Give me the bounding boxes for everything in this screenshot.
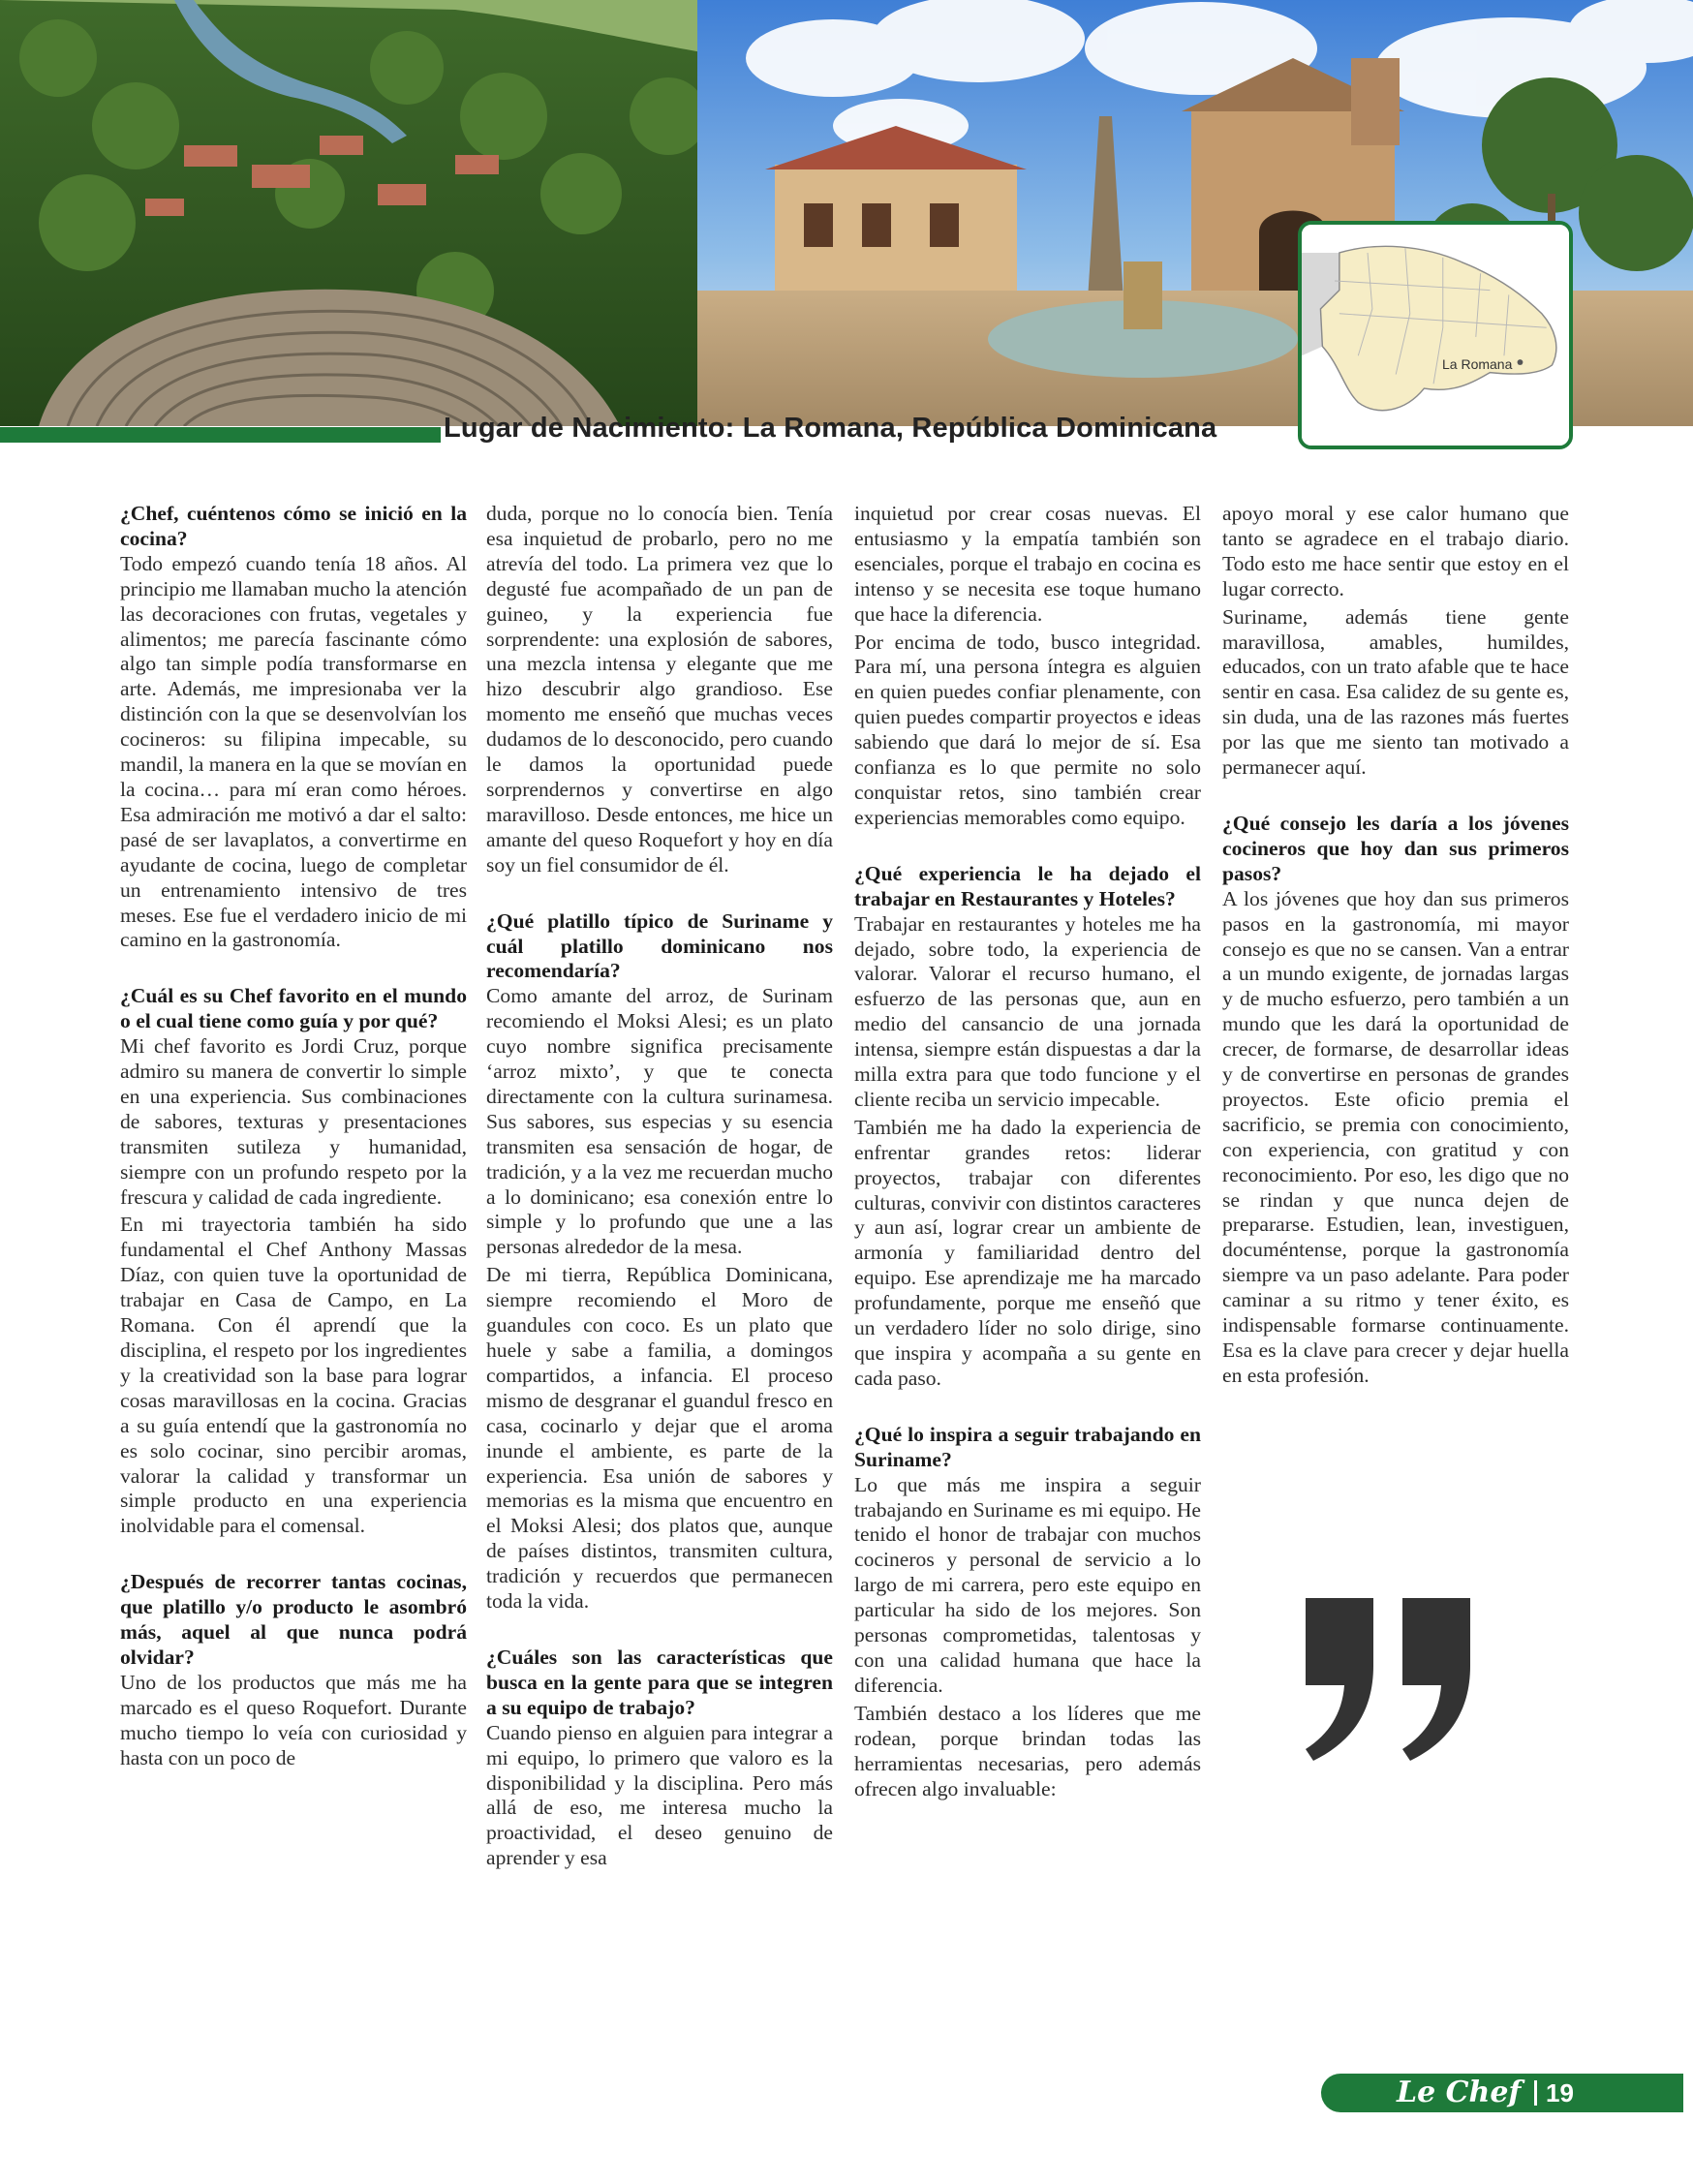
article-column-1 [120,502,467,1774]
birthplace-caption: Lugar de Nacimiento: La Romana, República Dominicana [444,413,1217,444]
interview-question: ¿Cuáles son las características que busca en la gente para que se integren a su equipo de trabajo? [486,1645,833,1719]
article-column-3 [854,502,1201,1804]
answer-paragraph: apoyo moral y ese calor humano que tanto se agradece en el trabajo diario. Todo esto me hace sentir que estoy en el lugar correcto. [1222,502,1569,600]
answer-paragraph: También destaco a los líderes que me rodean, porque brindan todas las herramientas necesarias, pero además ofrecen algo invaluable: [854,1701,1201,1800]
dominican-republic-map [1298,221,1573,449]
answer-paragraph: duda, porque no lo conocía bien. Tenía esa inquietud de probarlo, pero no me atrevía del todo. La primera vez que lo degusté fue acompañado de un pan de guineo, y la experiencia fue sorprendente: una explosión de sabores, una mezcla intensa y elegante que me hizo descubrir algo grandioso. Ese momento me enseñó que muchas veces dudamos de lo desconocido, pero cuando le damos la oportunidad puede sorprendernos y convertirse en algo maravilloso. Desde entonces, me hice un amante del queso Roquefort y hoy en día soy un fiel consumidor de él. [486,502,833,877]
caption-accent-bar [0,427,441,443]
answer-paragraph: Uno de los productos que más me ha marcado es el queso Roquefort. Durante mucho tiempo lo veía con curiosidad y hasta con un poco de [120,1670,467,1769]
interview-question: ¿Qué lo inspira a seguir trabajando en Suriname? [854,1422,1201,1471]
answer-paragraph: En mi trayectoria también ha sido fundamental el Chef Anthony Massas Díaz, con quien tuve la oportunidad de trabajar en Casa de Campo, en La Romana. Con él aprendí que la disciplina, el respeto por los ingredientes y la creatividad son la base para lograr cosas maravillosas en la cocina. Gracias a su guía entendí que la gastronomía no es solo cocinar, sino percibir aromas, valorar la calidad y transformar un simple producto en una experiencia inolvidable para el comensal. [120,1213,467,1538]
answer-paragraph: A los jóvenes que hoy dan sus primeros pasos en la gastronomía, mi mayor consejo es que no se cansen. Van a entrar a un mundo exigente, de jornadas largas y de mucho esfuerzo, pero también a un mundo que les dará la oportunidad de crecer, de formarse, de desarrollar ideas y de convertirse en personas de grandes proyectos. Este oficio premia el sacrificio, se premia con conocimiento, con experiencia, con gratitud y con reconocimiento. Por eso, les digo que no se rindan y que nunca dejen de prepararse. Estudien, lean, investiguen, documéntense, porque la gastronomía siempre va un paso adelante. Para poder caminar a su ritmo y tener éxito, es indispensable formarse continuamente. Esa es la clave para crecer y dejar huella en esta profesión. [1222,886,1569,1387]
answer-paragraph: Mi chef favorito es Jordi Cruz, porque admiro su manera de convertir lo simple en una experiencia. Sus combinaciones de sabores, texturas y presentaciones transmiten sutileza y humanidad, siempre con un profundo respeto por la frescura y calidad de cada ingrediente. [120,1034,467,1209]
answer-paragraph: Trabajar en restaurantes y hoteles me ha dejado, sobre todo, la experiencia de valorar. Valorar el recurso humano, el esfuerzo de las personas que, aun en medio del cansancio de una jornada intensa, siempre están dispuestas a dar la milla extra para que todo funcione y el cliente reciba un servicio impecable. [854,911,1201,1111]
answer-paragraph: Todo empezó cuando tenía 18 años. Al principio me llamaban mucho la atención las decoraciones con frutas, vegetales y alimentos; me parecía fascinante cómo algo tan simple podía transformarse en arte. Además, me impresionaba ver la distinción con la que se desenvolvían los cocineros: su filipina impecable, su mandil, la manera en la que se movían en la cocina… para mí eran como héroes. Esa admiración me motivó a dar el salto: pasé de ser lavaplatos, a convertirme en ayudante de cocina, luego de completar un entrenamiento intensivo de tres meses. Ese fue el verdadero inicio de mi camino en la gastronomía. [120,551,467,952]
magazine-brand: Le Chef [1397,2076,1522,2109]
interview-question: ¿Qué consejo les daría a los jóvenes cocineros que hoy dan sus primeros pasos? [1222,811,1569,885]
answer-paragraph: De mi tierra, República Dominicana, siempre recomiendo el Moro de guandules con coco. Es un plato que huele y sabe a familia, a domingos compartidos, a infancia. El proceso mismo de desgranar el guandul fresco en casa, cocinarlo y dejar que el aroma inunde el ambiente, es parte de la experiencia. Esa unión de sabores y memorias es la misma que encuentro en el Moksi Alesi; dos platos que, aunque de países distintos, transmiten cultura, tradición y recuerdos que permanecen toda la vida. [486,1263,833,1614]
interview-question: ¿Después de recorrer tantas cocinas, que platillo y/o producto le asombró más, aquel al que nunca podrá olvidar? [120,1570,467,1669]
closing-quote-icon [1296,1588,1480,1763]
answer-paragraph: Cuando pienso en alguien para integrar a mi equipo, lo primero que valoro es la disponibilidad y la disciplina. Pero más allá de eso, me interesa mucho la proactividad, el deseo genuino de aprender y esa [486,1720,833,1870]
article-column-4 [1222,502,1569,1392]
interview-question: ¿Qué experiencia le ha dejado el trabajar en Restaurantes y Hoteles? [854,861,1201,910]
interview-question: ¿Qué platillo típico de Suriname y cuál platillo dominicano nos recomendaría? [486,908,833,983]
answer-paragraph: inquietud por crear cosas nuevas. El entusiasmo y la empatía también son esenciales, porque el trabajo en cocina es intenso y se necesita ese toque humano que hace la diferencia. [854,502,1201,626]
interview-question: ¿Chef, cuéntenos cómo se inició en la cocina? [120,502,467,550]
answer-paragraph: Por encima de todo, busco integridad. Para mí, una persona íntegra es alguien en quien puedes confiar plenamente, con quien puedes compartir proyectos e ideas sabiendo que dará lo mejor de sí. Esa confianza es lo que permite no solo conquistar retos, sino también crear experiencias memorables como equipo. [854,630,1201,829]
interview-question: ¿Cuál es su Chef favorito en el mundo o el cual tiene como guía y por qué? [120,984,467,1033]
footer-separator [1534,2080,1537,2106]
answer-paragraph: Como amante del arroz, de Surinam recomiendo el Moksi Alesi; es un plato cuyo nombre significa precisamente ‘arroz mixto’, y que te conecta directamente con la cultura surinamesa. Sus sabores, sus especias y su esencia transmiten esa sensación de hogar, de tradición, y a la vez me recuerdan mucho a lo dominicano; esa conexión entre lo simple y lo profundo que une a las personas alrededor de la mesa. [486,984,833,1259]
map-outline [1302,225,1569,446]
article-column-2 [486,502,833,1874]
page-number: 19 [1546,2078,1574,2107]
map-city-label: La Romana [1442,356,1513,372]
answer-paragraph: También me ha dado la experiencia de enfrentar grandes retos: liderar proyectos, trabajar con diferentes culturas, convivir con distintos caracteres y aun así, lograr crear un ambiente de armonía y familiaridad dentro del equipo. Ese aprendizaje me ha marcado profundamente, porque me enseñó que un verdadero líder no solo dirige, sino que inspira y acompaña a su gente en cada paso. [854,1115,1201,1390]
answer-paragraph: Suriname, además tiene gente maravillosa, amables, humildes, educados, con un trato afable que te hace sentir en casa. Esa calidez de su gente es, sin duda, una de las razones más fuertes por las que me siento tan motivado a permanecer aquí. [1222,604,1569,780]
answer-paragraph: Lo que más me inspira a seguir trabajando en Suriname es mi equipo. He tenido el honor de trabajar con muchos cocineros y personal de servicio a lo largo de mi carrera, pero este equipo en particular ha sido de los mejores. Son personas comprometidas, talentosas y con una calidad humana que hace la diferencia. [854,1472,1201,1697]
